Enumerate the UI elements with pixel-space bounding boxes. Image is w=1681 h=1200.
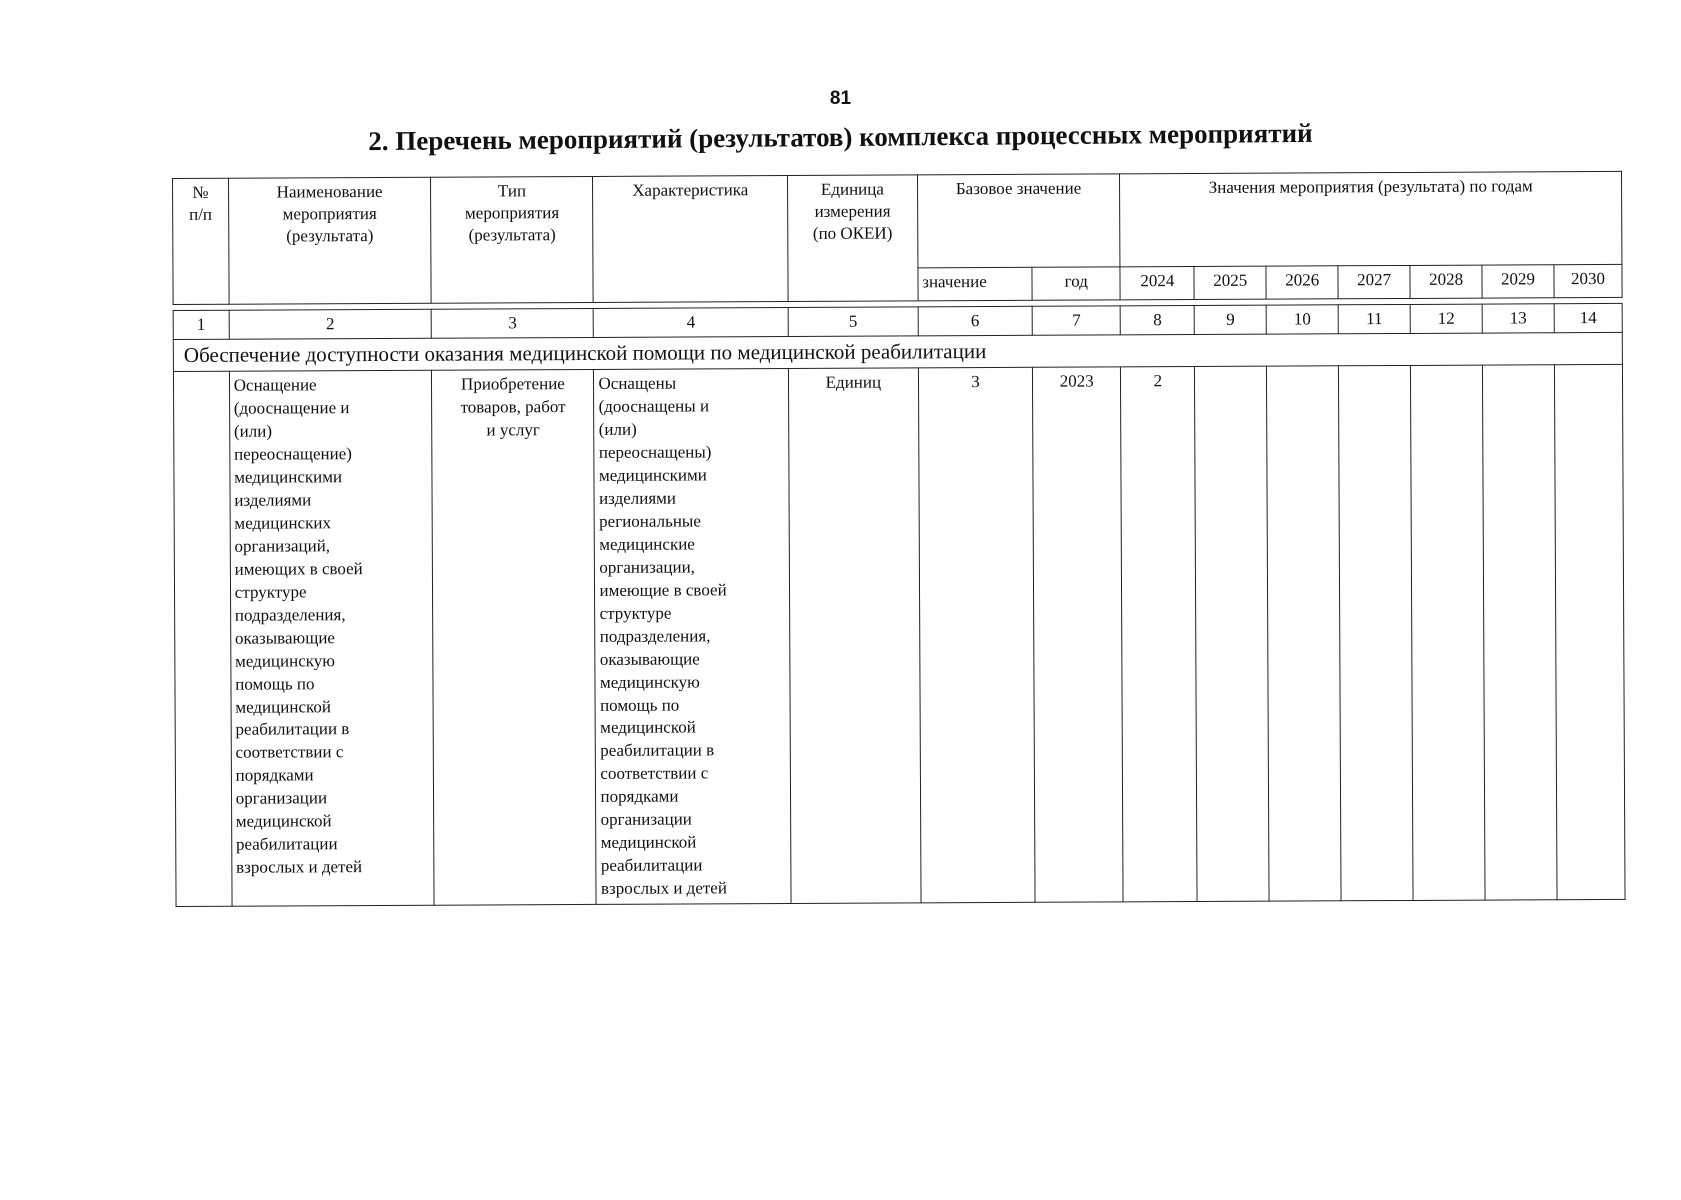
header-year-2025: 2025 xyxy=(1194,266,1266,299)
column-number: 11 xyxy=(1338,304,1410,333)
row-value-2028 xyxy=(1411,365,1486,900)
column-number: 1 xyxy=(173,310,229,339)
row-characteristic: Оснащены (дооснащены и (или) переоснащены) медицинскими изделиями региональные медицинские организации, имеющие в своей структуре подразделения, оказывающие медицинскую помощь по медицинской реабилитации в соответствии с порядками организации медицинской реабилитации взрослых и детей xyxy=(594,369,791,905)
measures-table xyxy=(172,171,1626,907)
column-number: 14 xyxy=(1554,303,1622,332)
row-value-2029 xyxy=(1482,365,1557,900)
row-unit: Единиц xyxy=(788,368,920,903)
header-year-2027: 2027 xyxy=(1338,265,1410,298)
column-number: 3 xyxy=(432,308,594,338)
row-type: Приобретение товаров, работ и услуг xyxy=(432,370,597,905)
header-characteristic: Характеристика xyxy=(593,175,788,302)
column-number: 5 xyxy=(788,307,918,337)
page-number: 81 xyxy=(829,88,852,109)
measures-table-wrapper xyxy=(172,171,1626,907)
column-number: 2 xyxy=(229,309,432,339)
row-value-2025 xyxy=(1195,367,1270,902)
row-value-2024: 2 xyxy=(1121,367,1198,902)
header-year-2026: 2026 xyxy=(1266,266,1338,299)
header-type: Тип мероприятия (результата) xyxy=(431,176,594,303)
column-number: 13 xyxy=(1482,304,1554,333)
row-base-value: 3 xyxy=(918,368,1035,903)
row-num xyxy=(173,372,231,907)
header-values-by-year: Значения мероприятия (результата) по годам xyxy=(1120,171,1622,266)
table-row xyxy=(173,365,1625,907)
page-title: 2. Перечень мероприятий (результатов) комплекса процессных мероприятий xyxy=(368,117,1313,157)
row-value-2030 xyxy=(1554,365,1625,900)
column-number: 4 xyxy=(594,307,789,337)
row-value-2027 xyxy=(1339,366,1414,901)
header-unit: Единица измерения (по ОКЕИ) xyxy=(787,175,917,302)
row-base-year: 2023 xyxy=(1033,367,1124,902)
header-row-top xyxy=(173,171,1622,271)
header-name: Наименование мероприятия (результата) xyxy=(228,177,431,304)
row-value-2026 xyxy=(1267,366,1342,901)
column-number: 7 xyxy=(1032,306,1120,336)
column-number: 12 xyxy=(1410,304,1482,333)
column-number: 8 xyxy=(1120,306,1194,335)
header-num: № п/п xyxy=(173,178,229,304)
column-number: 10 xyxy=(1266,305,1338,334)
header-base-value-year: год xyxy=(1032,267,1120,300)
header-year-2029: 2029 xyxy=(1482,265,1554,298)
header-year-2028: 2028 xyxy=(1410,265,1482,298)
row-name: Оснащение (дооснащение и (или) переоснащение) медицинскими изделиями медицинских организаций, имеющих в своей структуре подразделения, оказывающие медицинскую помощь по медицинской реабилитации в соответствии с порядками организации медицинской реабилитации взрослых и детей xyxy=(229,371,434,907)
header-year-2024: 2024 xyxy=(1120,267,1194,300)
header-base-value-value: значение xyxy=(918,267,1033,301)
header-base-value: Базовое значение xyxy=(917,174,1120,268)
section-title: Обеспечение доступности оказания медицинской помощи по медицинской реабилитации xyxy=(173,333,1622,372)
column-number: 6 xyxy=(918,306,1033,336)
header-year-2030: 2030 xyxy=(1554,264,1622,297)
column-number: 9 xyxy=(1194,305,1266,334)
